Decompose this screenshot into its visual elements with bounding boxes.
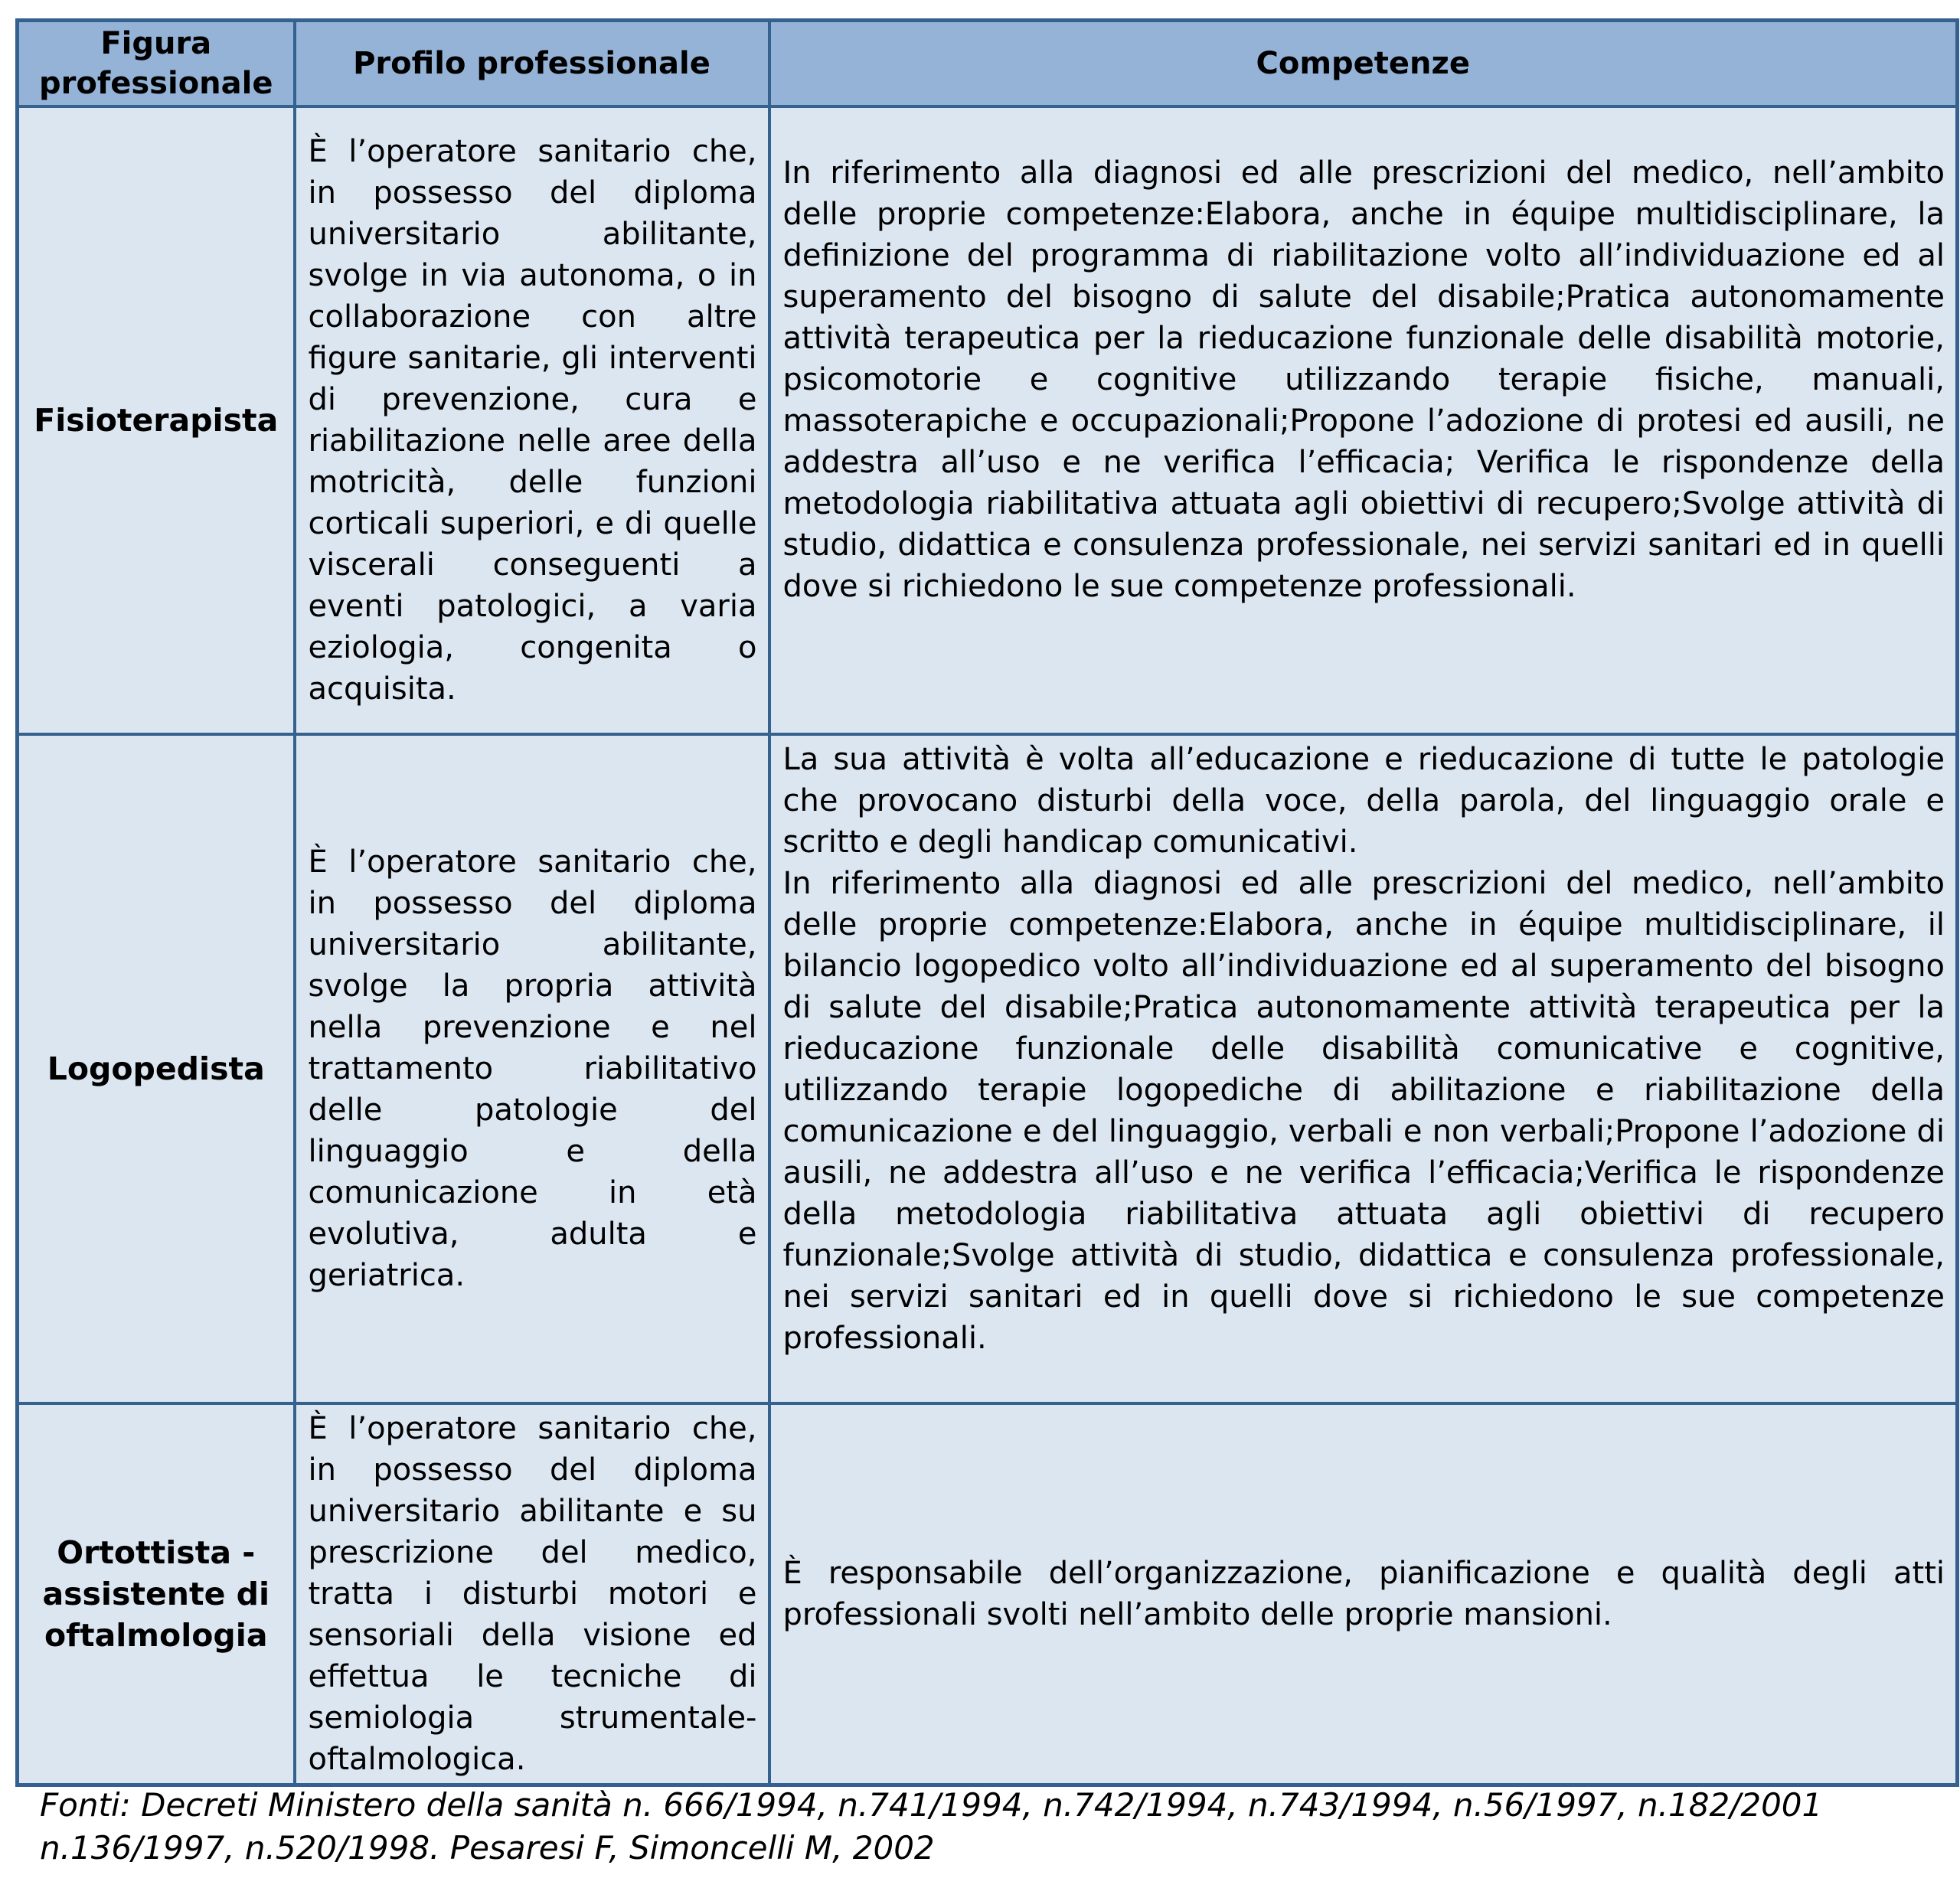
profilo-cell: È l’operatore sanitario che, in possesso del diploma universitario abilitante, svolge la propria attività nella prevenzione e nel trattamento riabilitativo delle patologie del linguaggio e della comunicazione in età evolutiva, adulta e geriatrica. <box>295 734 769 1403</box>
figura-cell: Logopedista <box>18 734 295 1403</box>
competenze-text: In riferimento alla diagnosi ed alle prescrizioni del medico, nell’ambito delle proprie competenze:Elabora, anche in équipe multidisciplinare, la definizione del programma di riabilitazione volto all’individuazione ed al superamento del bisogno di salute del disabile;Pratica autonomamente attività terapeutica per la rieducazione funzionale delle disabilità motorie, psicomotorie e cognitive utilizzando terapie fisiche, manuali, massoterapiche e occupazionali;Propone l’adozione di protesi ed ausili, ne addestra all’uso e ne verifica l’efficacia; Verifica le rispondenze della metodologia riabilitativa attuata agli obiettivi di recupero;Svolge attività di studio, didattica e consulenza professionale, nei servizi sanitari ed in quelli dove si richiedono le sue competenze professionali. <box>782 155 1945 604</box>
competenze-cell <box>769 106 1958 734</box>
profilo-cell: È l’operatore sanitario che, in possesso del diploma universitario abilitante, svolge in via autonoma, o in collaborazione con altre figure sanitarie, gli interventi di prevenzione, cura e riabilitazione nelle aree della motricità, delle funzioni corticali superiori, e di quelle viscerali conseguenti a eventi patologici, a varia eziologia, congenita o acquisita. <box>295 106 769 734</box>
header-profilo: Profilo professionale <box>295 21 769 107</box>
source-note: Fonti: Decreti Ministero della sanità n. 666/1994, n.741/1994, n.742/1994, n.743/1994, n.56/1997, n.182/2001 n.136/1997, n.520/1998. Pesaresi F, Simoncelli M, 2002 <box>40 1786 1823 1867</box>
competenze-intro: La sua attività è volta all’educazione e rieducazione di tutte le patologie che provocano disturbi della voce, della parola, del linguaggio orale e scritto e degli handicap comunicativi. <box>782 742 1945 860</box>
competenze-cell <box>769 1403 1958 1785</box>
table-header-row <box>18 21 1958 107</box>
header-figura: Figura professionale <box>18 21 295 107</box>
table-row-fisioterapista <box>18 106 1958 734</box>
profilo-cell: È l’operatore sanitario che, in possesso del diploma universitario abilitante e su prescrizione del medico, tratta i disturbi motori e sensoriali della visione ed effettua le tecniche di semiologia strumentale-oftalmologica. <box>295 1403 769 1785</box>
table-row-ortottista <box>18 1403 1958 1785</box>
competenze-text: In riferimento alla diagnosi ed alle prescrizioni del medico, nell’ambito delle proprie competenze:Elabora, anche in équipe multidisciplinare, il bilancio logopedico volto all’individuazione ed al superamento del bisogno di salute del disabile;Pratica autonomamente attività terapeutica per la rieducazione funzionale delle disabilità comunicative e cognitive, utilizzando terapie logopediche di abilitazione e riabilitazione della comunicazione e del linguaggio, verbali e non verbali;Propone l’adozione di ausili, ne addestra all’uso e ne verifica l’efficacia;Verifica le rispondenze della metodologia riabilitativa attuata agli obiettivi di recupero funzionale;Svolge attività di studio, didattica e consulenza professionale, nei servizi sanitari ed in quelli dove si richiedono le sue competenze professionali. <box>782 866 1945 1356</box>
figura-cell: Fisioterapista <box>18 106 295 734</box>
professional-figures-table <box>15 18 1959 1787</box>
table-row-logopedista <box>18 734 1958 1403</box>
competenze-text: È responsabile dell’organizzazione, pianificazione e qualità degli atti professionali svolti nell’ambito delle proprie mansioni. <box>782 1556 1945 1632</box>
header-competenze: Competenze <box>769 21 1958 107</box>
figura-cell: Ortottista - assistente di oftalmologia <box>18 1403 295 1785</box>
competenze-cell <box>769 734 1958 1403</box>
